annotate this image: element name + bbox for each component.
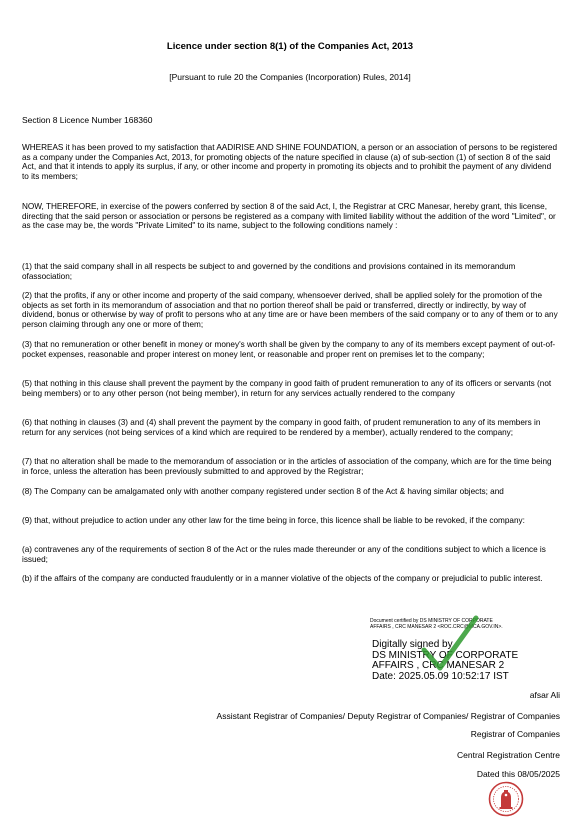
condition-8: (8) The Company can be amalgamated only with another company registered under section 8 of the Act & having similar objects; and	[22, 487, 504, 496]
signatory-designation: Assistant Registrar of Companies/ Deputy Registrar of Companies/ Registrar of Companies	[216, 711, 560, 721]
clause-a: (a) contravenes any of the requirements of section 8 of the Act or the rules made thereunder or any of the conditions subject to which a licence is issued;	[22, 545, 546, 564]
clause-b: (b) if the affairs of the company are conducted fraudulently or in a manner violative of the objects of the company or prejudicial to public interest.	[22, 574, 543, 583]
now-therefore-paragraph: NOW, THEREFORE, in exercise of the powers conferred by section 8 of the said Act, I, the Registrar at CRC Manesar, hereby grant, this license, directing that the said person or association or persons be registered as a company with limited liability without the addition of the word "Limited", or as the case may be, the words "Private Limited" to its name, subject to the following conditions namely :	[22, 202, 556, 231]
document-subtitle: [Pursuant to rule 20 the Companies (Incorporation) Rules, 2014]	[169, 72, 411, 82]
signature-line-4: Date: 2025.05.09 10:52:17 IST	[372, 670, 509, 682]
licence-number: Section 8 Licence Number 168360	[22, 115, 153, 125]
condition-3: (3) that no remuneration or other benefit in money or money's worth shall be given by the company to any of its members except payment of out-of-pocket expenses, reasonable and proper interest on money lent, or reasonable and proper rent on premises let to the company;	[22, 340, 556, 359]
certification-line-2: AFFAIRS , CRC MANESAR 2 <ROC.CRC@MCA.GOV.IN>.	[370, 624, 503, 630]
whereas-paragraph: WHEREAS it has been proved to my satisfaction that AADIRISE AND SHINE FOUNDATION, a person or an association of persons to be registered as a company under the Companies Act, 2013, for promoting objects of the nature specified in clause (a) of sub-section (1) of section 8 of the said Act, and that it intends to apply its surplus, if any, or other income and property in promoting its objects and to prohibit the payment of any dividend to its members;	[22, 143, 557, 181]
condition-7: (7) that no alteration shall be made to the memorandum of association or in the articles of association of the company, which are for the time being in force, unless the alteration has been previously submitted to and approved by the Registrar;	[22, 457, 552, 476]
certification-line-1: Document certified by DS MINISTRY OF CORPORATE	[370, 618, 493, 624]
condition-5: (5) that nothing in this clause shall prevent the payment by the company in good faith of prudent remuneration to any of its officers or servants (not being members) or to any other person (not being member), in return for any services actually rendered to the company	[22, 379, 552, 398]
signatory-name: afsar Ali	[529, 690, 560, 700]
condition-1: (1) that the said company shall in all respects be subject to and governed by the conditions and provisions contained in its memorandum ofassociation;	[22, 262, 516, 281]
signature-line-2: DS MINISTRY OF CORPORATE	[372, 649, 519, 661]
document-title: Licence under section 8(1) of the Companies Act, 2013	[166, 41, 414, 52]
condition-2: (2) that the profits, if any or other income and property of the said company, whensoever derived, shall be applied solely for the promotion of the objects as set forth in its memorandum of association and that no portion thereof shall be paid or transferred, directly or indirectly, by way of dividend, bonus or otherwise by way of profit to persons who at any time are or have been members of the said company or to any of them or to any person claiming through any one or more of them;	[22, 291, 558, 329]
condition-6: (6) that nothing in clauses (3) and (4) shall prevent the payment by the company in good faith, of prudent remuneration to any of its members in return for any services (not being services of a kind which are required to be rendered by a member), actually rendered to the company;	[22, 418, 541, 437]
signature-line-1: Digitally signed by	[372, 639, 453, 650]
signature-line-3: AFFAIRS , CRC MANESAR 2	[372, 660, 505, 672]
condition-9: (9) that, without prejudice to action under any other law for the time being in force, this licence shall be liable to be revoked, if the company:	[22, 516, 525, 525]
government-seal-icon	[488, 781, 524, 817]
signature-date: Dated this 08/05/2025	[476, 769, 560, 779]
signatory-office: Registrar of Companies	[470, 729, 560, 739]
signatory-centre: Central Registration Centre	[457, 750, 560, 760]
signature-valid-tick-icon	[418, 614, 480, 676]
